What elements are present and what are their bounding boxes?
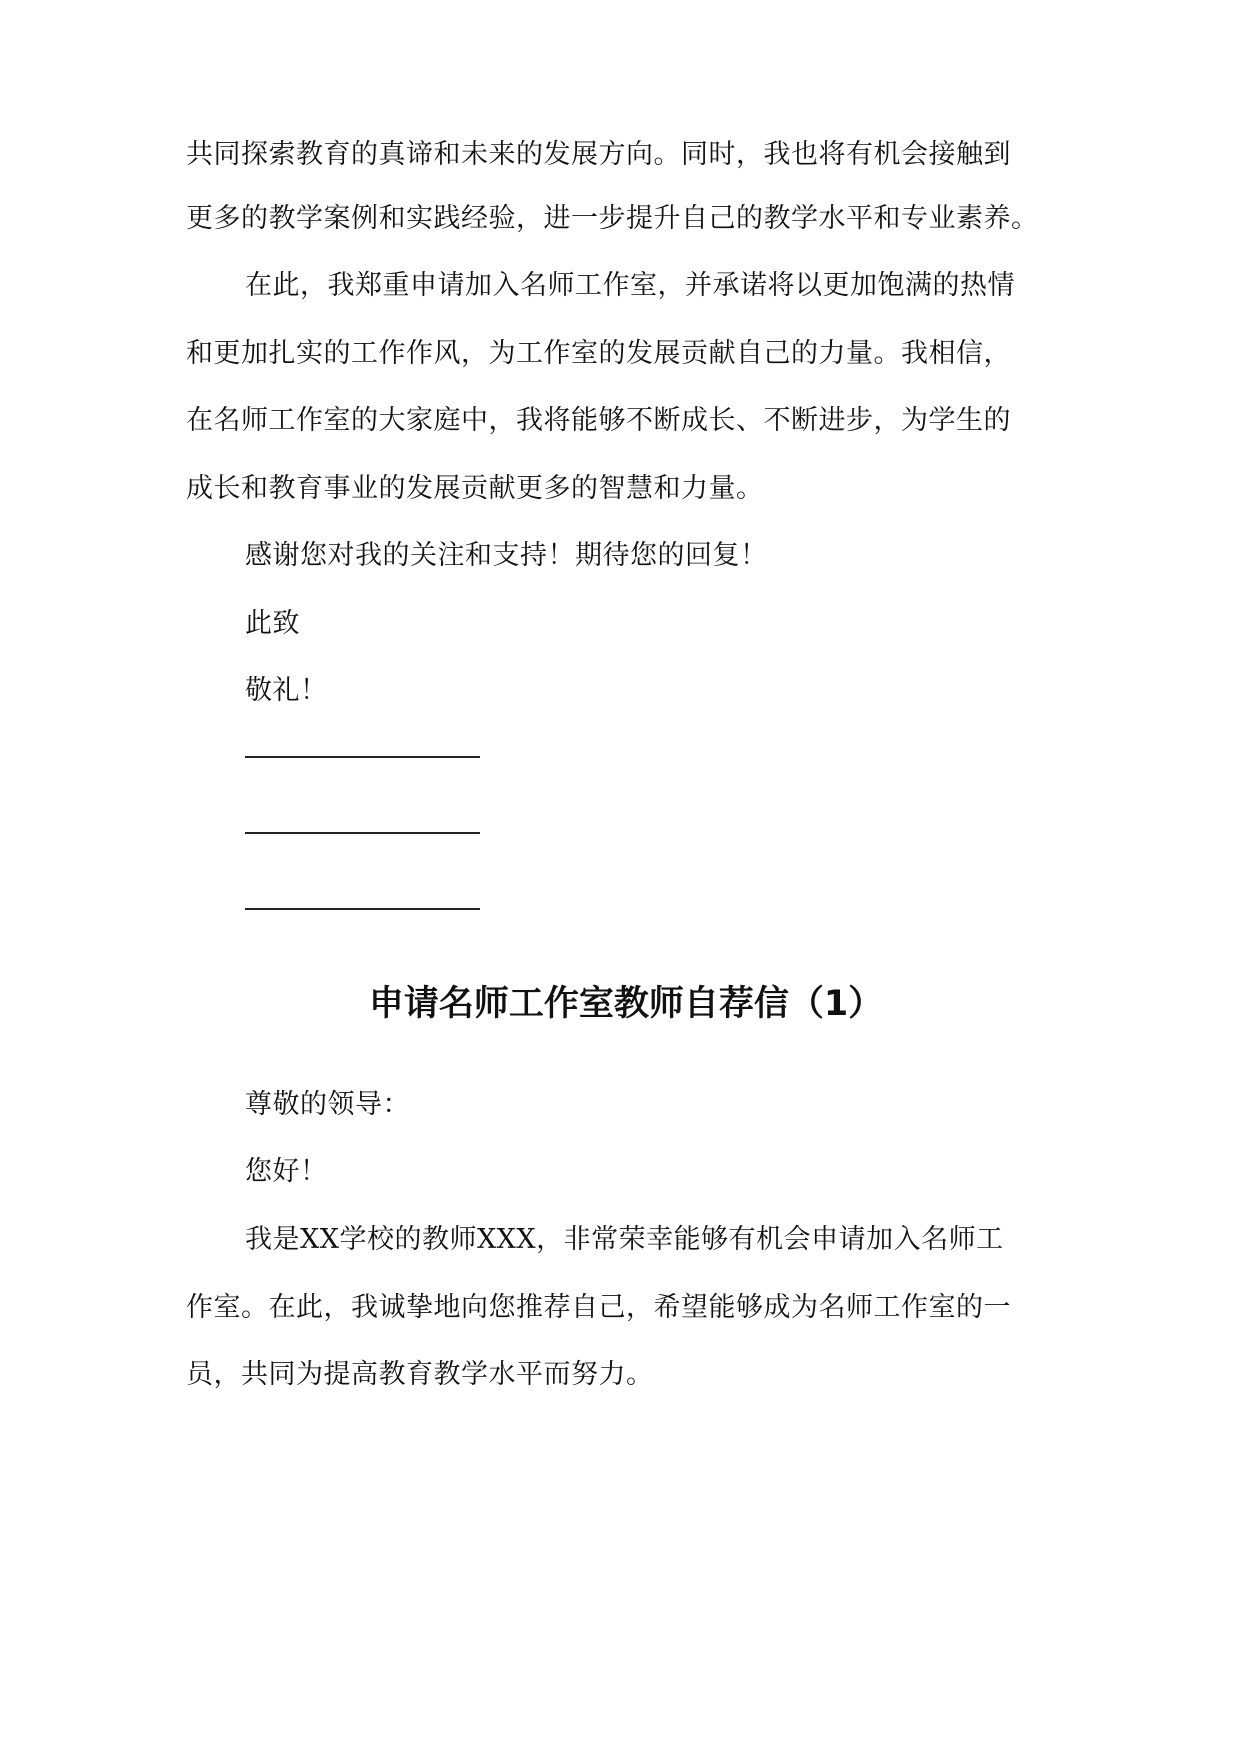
closing-line: 此致 [245,608,300,639]
letter-title: 申请名师工作室教师自荐信（1） [368,984,884,1024]
body-text-line: 员，共同为提高教育教学水平而努力。 [186,1359,654,1390]
body-text-line: 作室。在此，我诚挚地向您推荐自己，希望能够成为名师工作室的一 [186,1292,1011,1323]
body-text-line: 在名师工作室的大家庭中，我将能够不断成长、不断进步，为学生的 [186,405,1011,436]
signature-line [245,832,480,834]
body-text-line: 成长和教育事业的发展贡献更多的智慧和力量。 [186,473,764,504]
body-text-line: 和更加扎实的工作作风，为工作室的发展贡献自己的力量。我相信， [186,338,1011,369]
thanks-line: 感谢您对我的关注和支持！期待您的回复！ [245,540,768,571]
body-text-line: 共同探索教育的真谛和未来的发展方向。同时，我也将有机会接触到 [186,139,1011,170]
body-text-line: 更多的教学案例和实践经验，进一步提升自己的教学水平和专业素养。 [186,203,1039,234]
signature-line [245,908,480,910]
body-text-line: 在此，我郑重申请加入名师工作室，并承诺将以更加饱满的热情 [245,270,1015,301]
salutation-line: 尊敬的领导： [245,1089,410,1120]
body-text-line: 我是XX学校的教师XXX，非常荣幸能够有机会申请加入名师工 [245,1224,1004,1255]
signature-line [245,756,480,758]
greeting-line: 您好！ [245,1156,328,1187]
closing-line: 敬礼！ [245,675,328,706]
